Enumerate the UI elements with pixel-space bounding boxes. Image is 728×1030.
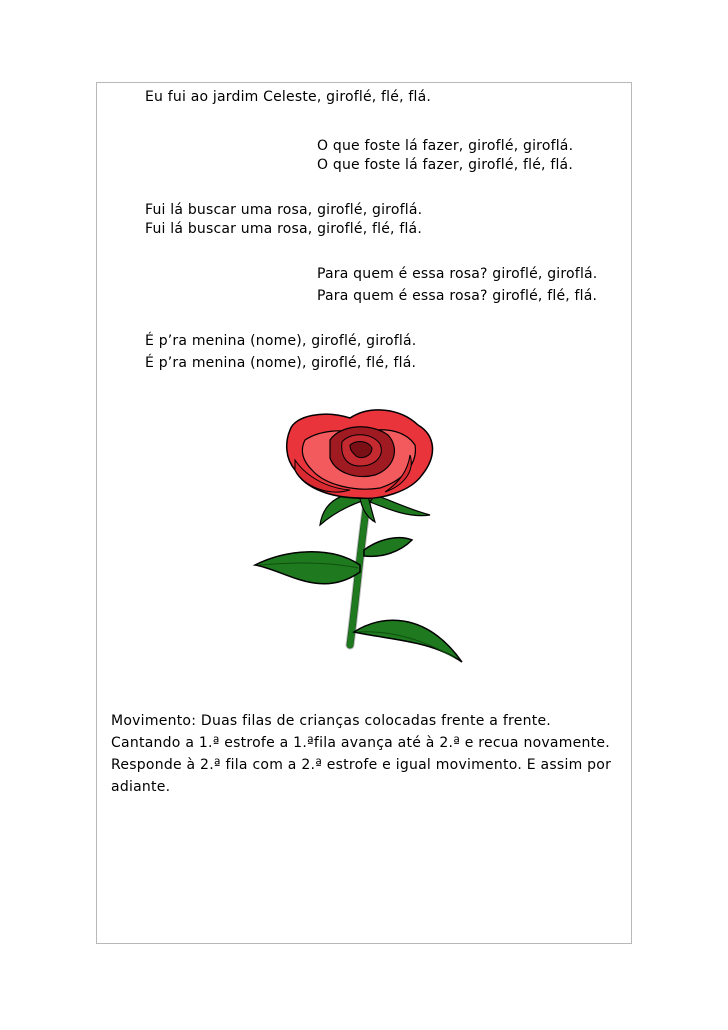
- verse-2-line-1: O que foste lá fazer, giroflé, giroflá.: [317, 138, 574, 154]
- movement-line-4: adiante.: [111, 779, 171, 795]
- movement-instructions: [111, 710, 631, 798]
- verse-3-line-1: Fui lá buscar uma rosa, giroflé, giroflá.: [145, 202, 423, 218]
- verse-1-line-1: Eu fui ao jardim Celeste, giroflé, flé, flá.: [145, 89, 432, 105]
- movement-line-2: Cantando a 1.ª estrofe a 1.ªfila avança até à 2.ª e recua novamente.: [111, 735, 610, 751]
- rose-icon: [250, 400, 470, 670]
- verse-3-line-2: Fui lá buscar uma rosa, giroflé, flé, flá.: [145, 221, 422, 237]
- movement-line-1: Movimento: Duas filas de crianças colocadas frente a frente.: [111, 713, 552, 729]
- movement-line-3: Responde à 2.ª fila com a 2.ª estrofe e igual movimento. E assim por: [111, 757, 612, 773]
- verse-5-line-2: É p’ra menina (nome), giroflé, flé, flá.: [145, 355, 417, 371]
- verse-2-line-2: O que foste lá fazer, giroflé, flé, flá.: [317, 157, 573, 173]
- verse-5-line-1: É p’ra menina (nome), giroflé, giroflá.: [145, 333, 417, 349]
- verse-4-line-2: Para quem é essa rosa? giroflé, flé, flá.: [317, 288, 598, 304]
- verse-4-line-1: Para quem é essa rosa? giroflé, giroflá.: [317, 266, 598, 282]
